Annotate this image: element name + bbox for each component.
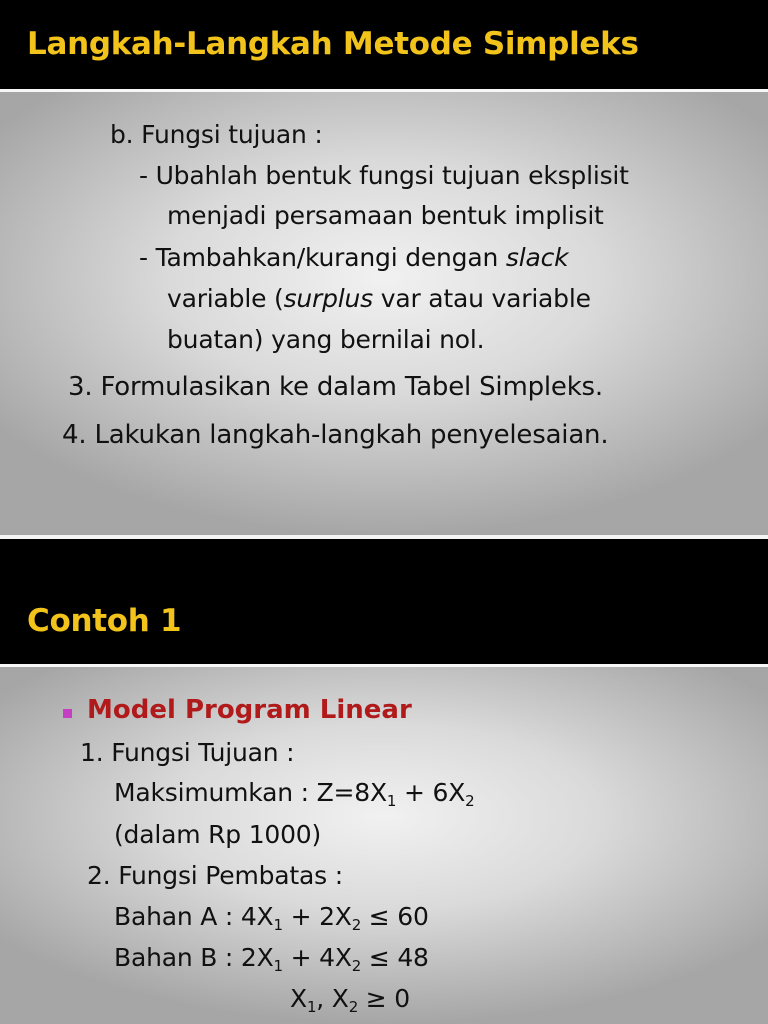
constraint-b-sub1: 1 [273, 957, 283, 975]
constraint-a [114, 902, 429, 934]
line-ubahlah: - Ubahlah bentuk fungsi tujuan eksplisit [139, 161, 629, 190]
nonneg-sub2: 2 [348, 998, 359, 1016]
non-negativity [290, 984, 410, 1016]
line-tambahkan [139, 243, 568, 272]
slide-2-title-bar [0, 575, 768, 663]
section-label: Model Program Linear [87, 695, 412, 725]
constraint-b-sub2: 2 [351, 957, 362, 975]
constraint-a-sub2: 2 [351, 916, 362, 934]
objective-prefix: Maksimumkan : Z=8X [114, 778, 387, 807]
objective-sub1: 1 [386, 792, 397, 810]
constraints-label: 2. Fungsi Pembatas : [87, 861, 343, 890]
line-buatan: buatan) yang bernilai nol. [167, 325, 485, 354]
line-fungsi-tujuan: b. Fungsi tujuan : [110, 120, 323, 149]
bullet-square-icon [63, 709, 72, 718]
constraint-b [114, 943, 429, 975]
objective-mid: + 6X [396, 778, 466, 807]
slide-1-bottom-divider [0, 535, 768, 539]
variable-open-text: variable ( [167, 284, 284, 313]
surplus-text: surplus [283, 284, 373, 313]
slide-1-title: Langkah-Langkah Metode Simpleks [27, 26, 639, 62]
line-step-4: 4. Lakukan langkah-langkah penyelesaian. [62, 420, 609, 450]
constraint-a-sub1: 1 [273, 916, 283, 934]
constraint-b-suffix: ≤ 48 [361, 943, 429, 972]
objective-sub2: 2 [465, 792, 475, 810]
line-step-3: 3. Formulasikan ke dalam Tabel Simpleks. [68, 372, 603, 402]
objective-function [114, 778, 475, 810]
constraint-a-suffix: ≤ 60 [361, 902, 429, 931]
slack-text: slack [505, 243, 569, 272]
variable-rest-text: var atau variable [373, 284, 591, 313]
constraint-b-mid: + 4X [282, 943, 352, 972]
constraint-b-prefix: Bahan B : 2X [114, 943, 274, 972]
nonneg-mid: , X [316, 984, 349, 1013]
slide-1-title-bar [0, 0, 768, 88]
nonneg-prefix: X [290, 984, 307, 1013]
slide-2-title: Contoh 1 [27, 603, 182, 639]
objective-label: 1. Fungsi Tujuan : [80, 738, 295, 767]
nonneg-sub1: 1 [306, 998, 317, 1016]
nonneg-suffix: ≥ 0 [358, 984, 410, 1013]
line-variable [167, 284, 591, 313]
slide-1-content [0, 92, 768, 535]
line-menjadi: menjadi persamaan bentuk implisit [167, 201, 604, 230]
constraint-a-mid: + 2X [282, 902, 352, 931]
unit-note: (dalam Rp 1000) [114, 820, 322, 849]
constraint-a-prefix: Bahan A : 4X [114, 902, 274, 931]
line-tambahkan-text: - Tambahkan/kurangi dengan [139, 243, 499, 272]
